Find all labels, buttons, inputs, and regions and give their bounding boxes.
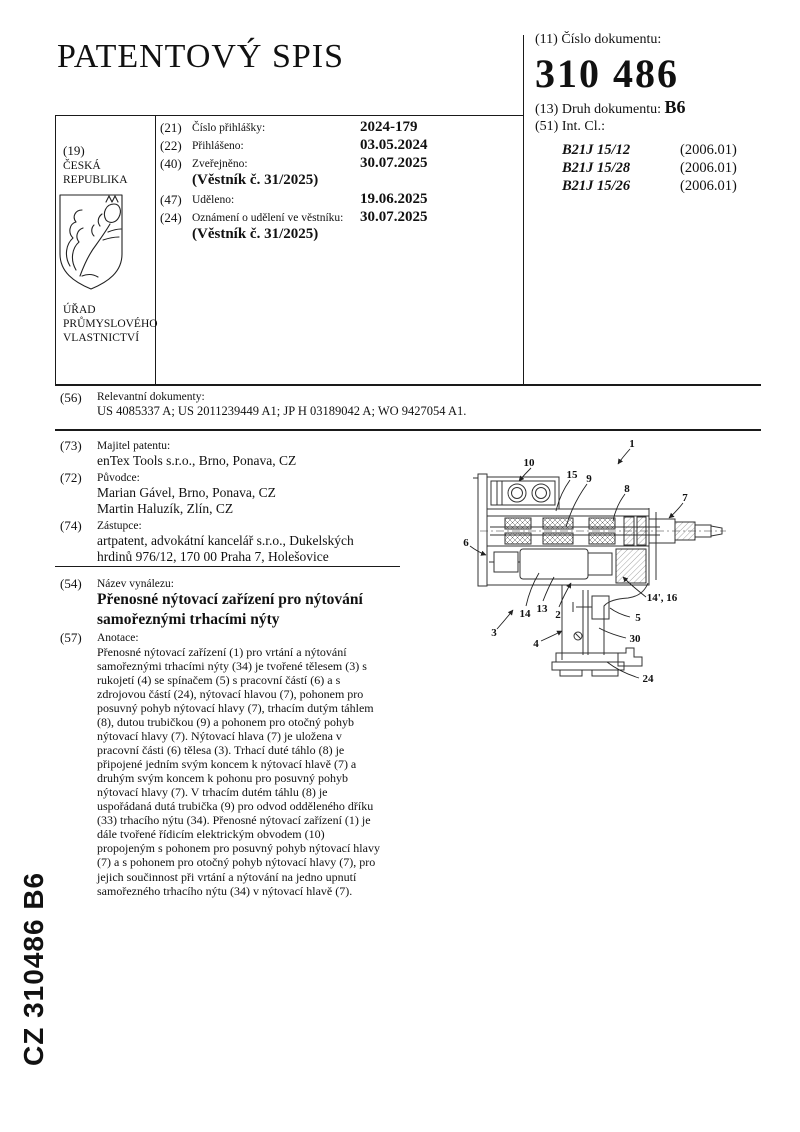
bib-label: Přihlášeno:	[192, 140, 244, 152]
vertical-document-code: CZ 310486 B6	[18, 871, 49, 1066]
relevant-docs-value: US 4085337 A; US 2011239449 A1; JP H 03189042 A; WO 9427054 A1.	[97, 404, 467, 418]
invention-code: (54)	[60, 576, 82, 591]
figure-label: 8	[624, 483, 630, 495]
lion-body	[80, 224, 110, 276]
int-cl-version: (2006.01)	[680, 160, 737, 176]
int-cl-entry: B21J 15/26	[562, 178, 631, 194]
owner-value: enTex Tools s.r.o., Brno, Ponava, CZ	[97, 453, 297, 468]
lion-foreleg-1	[108, 229, 121, 232]
int-cl-entry: B21J 15/12	[562, 142, 631, 158]
inventor-line: Marian Gável, Brno, Ponava, CZ	[97, 485, 276, 500]
inventor-line: Martin Haluzík, Zlín, CZ	[97, 501, 234, 516]
divider-col2-col3	[523, 35, 524, 385]
bib-code: (47)	[160, 192, 182, 207]
figure-label: 14	[519, 608, 531, 620]
owner-label: Majitel patentu:	[97, 440, 171, 452]
figure-label: 1	[629, 438, 635, 450]
bib-value: 30.07.2025	[360, 155, 428, 171]
figure-label: 7	[682, 492, 688, 504]
bib-label: Číslo přihlášky:	[192, 122, 266, 134]
bib-code: (22)	[160, 138, 182, 153]
inventors-label: Původce:	[97, 472, 140, 484]
invention-title: Přenosné nýtovací zařízení pro nýtování samořeznými trhacími nýty	[97, 591, 363, 628]
divider-above-56	[55, 384, 761, 386]
int-cl-code: (51)	[535, 119, 559, 134]
lion-foreleg-2	[103, 237, 119, 240]
lion-tail-2	[72, 228, 83, 270]
divider-under-title	[55, 115, 524, 116]
invention-label: Název vynálezu:	[97, 578, 174, 590]
doc-kind-line: (13) Druh dokumentu: B6	[535, 97, 686, 117]
bib-label: Uděleno:	[192, 194, 235, 206]
lion-hindleg	[82, 275, 98, 277]
figure-label: 3	[491, 627, 497, 639]
int-cl-entry: B21J 15/28	[562, 160, 631, 176]
bib-label: Oznámení o udělení ve věstníku:	[192, 212, 344, 224]
doc-kind-code: (13)	[535, 102, 559, 117]
bib-label: Zveřejněno:	[192, 158, 248, 170]
page-title: PATENTOVÝ SPIS	[57, 38, 345, 75]
owner-code: (73)	[60, 438, 82, 453]
abstract-code: (57)	[60, 630, 82, 645]
agent-line: artpatent, advokátní kancelář s.r.o., Dukelských	[97, 533, 354, 548]
bib-code: (24)	[160, 210, 182, 225]
int-cl-version: (2006.01)	[680, 142, 737, 158]
lion-crown	[106, 196, 118, 202]
figure-label: 4	[533, 638, 539, 650]
bib-note: (Věstník č. 31/2025)	[192, 172, 319, 188]
office-name: ÚŘAD PRŮMYSLOVÉHO VLASTNICTVÍ	[63, 304, 158, 344]
figure-label: 15	[566, 469, 578, 481]
bib-value: 2024-179	[360, 119, 418, 135]
divider-above-54	[55, 566, 400, 567]
divider-above-73	[55, 429, 761, 431]
agent-label: Zástupce:	[97, 520, 142, 532]
doc-number-value: 310 486	[535, 51, 679, 96]
abstract-text: Přenosné nýtovací zařízení (1) pro vrtání a nýtování samořeznými trhacími nýty (34) je tvořené tělesem (3) s rukojetí (4) se spínačem (5) s pracovní částí (6) a s zdrojovou částí (24), nýtovací hlavou (7), pohonem pro posuvný pohyb nýtovací hlavy (7), trhacím dutým táhlem (8), dutou trubičkou (9) a pohonem pro otočný pohyb nýtovací hlavy (7). Nýtovací hlava (7) je uložena v pracovní části (6) tělesa (3). Trhací duté táhlo (8) je připojené jedním svým koncem k nýtovací hlavě (7) a druhým svým koncem k pohonu pro posuvný pohyb nýtovací hlavy (7). V trhacím dutém táhlu (8) je uspořádaná dutá trubička (9) pro odvod odděleného dříku (33) trhacího nýtu (34). Přenosné nýtovací zařízení (1) je dále tvořené řídicím elektrickým obvodem (10) propojeným s pohonem pro posuvný pohyb nýtovací hlavy (7) a s pohonem pro otočný pohyb nýtovací hlavy (7), pro jejich součinnost při vrtání a nýtování na jedno upnutí samořezného trhacího nýtu (34) v nýtovací hlavě (7).	[97, 645, 380, 898]
bib-note: (Věstník č. 31/2025)	[192, 226, 319, 242]
country-code: (19)	[63, 143, 85, 158]
figure-drawing	[450, 432, 790, 700]
abstract-label: Anotace:	[97, 632, 139, 644]
doc-kind-value: B6	[664, 97, 686, 117]
lion-head	[104, 204, 120, 222]
relevant-docs-label: Relevantní dokumenty:	[97, 391, 205, 403]
riveting-device-section	[473, 474, 726, 676]
doc-number-code: (11)	[535, 32, 558, 47]
agent-code: (74)	[60, 518, 82, 533]
coat-of-arms	[56, 192, 126, 296]
lion-mane	[92, 214, 102, 236]
inventors-code: (72)	[60, 470, 82, 485]
lion-tail	[66, 210, 82, 266]
doc-number-label: (11) Číslo dokumentu:	[535, 32, 662, 47]
figure-label: 2	[555, 609, 561, 621]
bib-code: (21)	[160, 120, 182, 135]
bib-code: (40)	[160, 156, 182, 171]
figure-label: 5	[635, 612, 641, 624]
bib-value: 30.07.2025	[360, 209, 428, 225]
bib-value: 03.05.2024	[360, 137, 428, 153]
figure-label: 14', 16	[646, 592, 678, 604]
figure-label: 6	[463, 537, 469, 549]
figure-label: 24	[642, 673, 654, 685]
country-name: ČESKÁ REPUBLIKA	[63, 160, 128, 186]
agent-line: hrdinů 976/12, 170 00 Praha 7, Holešovice	[97, 549, 329, 564]
int-cl-version: (2006.01)	[680, 178, 737, 194]
bib-value: 19.06.2025	[360, 191, 428, 207]
figure-labels	[463, 438, 688, 685]
figure-label: 10	[523, 457, 535, 469]
figure-label: 9	[586, 473, 592, 485]
relevant-docs-code: (56)	[60, 390, 82, 405]
figure-label: 30	[629, 633, 641, 645]
int-cl-header: (51) Int. Cl.:	[535, 119, 605, 134]
figure-label: 13	[536, 603, 548, 615]
